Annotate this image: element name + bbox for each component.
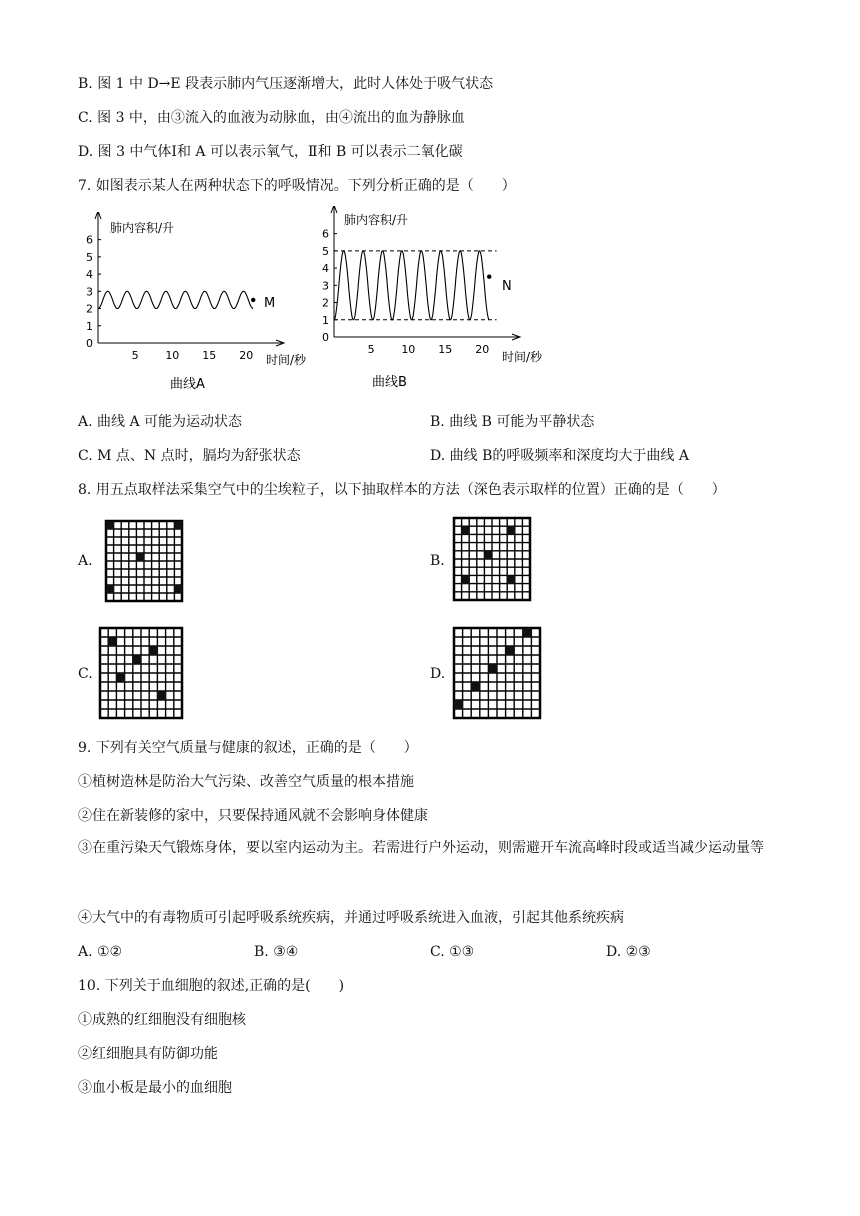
q8-grid-c-sample-cell-5 [149,646,158,655]
q8-grid-a-sample-cell-4 [106,585,114,593]
q8-grid-b [452,516,532,602]
chart-b-y-tick-0: 0 [322,331,329,344]
q8-stem: 8. 用五点取样法采集空气中的尘埃粒子，以下抽取样本的方法（深色表示取样的位置）正确的是（ ） [78,482,726,498]
chart-b-ylabel: 肺内容积/升 [344,213,409,227]
chart-a-y-tick-0: 0 [86,337,93,350]
chart-a-point-label: M [264,296,276,311]
q8-grid-d-sample-cell-4 [471,682,480,691]
q8-option-d-label: D. [430,666,446,682]
q8-grid-d-sample-cell-5 [454,700,463,709]
chart-b-x-tick-20: 20 [475,343,490,356]
q6-option-d: D. 图 3 中气体Ⅰ和 A 可以表示氧气，Ⅱ和 B 可以表示二氧化碳 [78,144,463,160]
chart-b-y-tick-6: 6 [322,227,329,241]
chart-a-x-tick-20: 20 [239,349,254,362]
q7-stem: 7. 如图表示某人在两种状态下的呼吸情况。下列分析正确的是（ ） [78,178,516,194]
q8-grid-d-sample-cell-1 [523,628,532,637]
q7-option-b: B. 曲线 B 可能为平静状态 [430,414,595,430]
chart-b-y-tick-4: 4 [322,262,329,276]
chart-a-point-marker [251,298,255,302]
q9-option-d: D. ②③ [606,944,651,960]
chart-b-y-tick-3: 3 [322,279,329,293]
q10-item-2: ②红细胞具有防御功能 [78,1046,218,1062]
chart-b-point-label: N [502,279,512,294]
q10-item-1: ①成熟的红细胞没有细胞核 [78,1012,246,1028]
chart-b-title: 曲线B [372,375,407,390]
chart-b-xlabel: 时间/秒 [502,350,543,364]
q7-option-c: C. M 点、N 点时，膈均为舒张状态 [78,448,301,464]
q8-grid-c-sample-cell-3 [116,673,125,682]
q9-stem: 9. 下列有关空气质量与健康的叙述，正确的是（ ） [78,740,418,756]
chart-a-x-tick-15: 15 [202,349,217,362]
q8-grid-c-sample-cell-4 [157,691,166,700]
q8-grid-b-sample-cell-1 [462,526,470,535]
chart-a-y-tick-2: 2 [86,302,93,316]
chart-b-y-tick-1: 1 [322,313,329,327]
chart-a-xlabel: 时间/秒 [266,353,307,367]
chart-a-y-tick-5: 5 [86,250,93,264]
q8-grid-a-sample-cell-1 [106,521,114,529]
chart-b-x-tick-15: 15 [438,343,453,356]
chart-a-x-tick-5: 5 [131,349,139,362]
q10-item-3: ③血小板是最小的血细胞 [78,1080,232,1096]
q7-option-d: D. 曲线 B的呼吸频率和深度均大于曲线 A [430,448,689,464]
q8-grid-c-sample-cell-2 [133,655,142,664]
chart-a-x-tick-10: 10 [165,349,180,362]
chart-a-y-tick-6: 6 [86,233,93,247]
q10-stem: 10. 下列关于血细胞的叙述,正确的是( ) [78,978,345,994]
chart-b-y-tick-5: 5 [322,244,329,258]
chart-a-y-tick-4: 4 [86,268,93,282]
q8-grid-d-sample-cell-3 [488,664,497,673]
chart-a-series-line [98,291,253,308]
q9-option-c: C. ①③ [430,944,475,960]
chart-b-x-tick-5: 5 [367,343,375,356]
q8-grid-c-sample-cell-1 [108,637,117,646]
chart-a-y-tick-3: 3 [86,285,93,299]
q7-option-a: A. 曲线 A 可能为运动状态 [78,414,243,430]
q8-option-a-label: A. [78,553,93,569]
chart-b-point-marker [487,274,491,278]
q8-option-c-label: C. [78,666,93,682]
chart-a-ylabel: 肺内容积/升 [110,221,175,235]
q8-grid-d-sample-cell-2 [506,646,515,655]
chart-curve-b [316,206,566,391]
q8-grid-a [104,519,184,603]
q8-grid-b-sample-cell-2 [507,526,515,535]
q6-option-c: C. 图 3 中，由③流入的血液为动脉血，由④流出的血为静脉血 [78,110,465,126]
q8-grid-b-sample-cell-3 [484,551,492,560]
q8-grid-c [98,626,184,720]
chart-curve-a [80,212,330,397]
q9-option-b: B. ③④ [254,944,299,960]
chart-b-series-line [334,251,489,320]
q9-item-2: ②住在新装修的家中，只要保持通风就不会影响身体健康 [78,808,428,824]
chart-b-y-tick-2: 2 [322,296,329,310]
q9-item-3: ③在重污染天气锻炼身体，要以室内运动为主。若需进行户外运动，则需避开车流高峰时段或适当减少运动量等 [78,840,764,856]
q8-grid-d [452,626,542,720]
q8-grid-a-sample-cell-3 [136,553,144,561]
q8-grid-a-sample-cell-5 [174,585,182,593]
q9-item-4: ④大气中的有毒物质可引起呼吸系统疾病，并通过呼吸系统进入血液，引起其他系统疾病 [78,910,624,926]
chart-b-x-tick-10: 10 [401,343,416,356]
q8-grid-a-sample-cell-2 [174,521,182,529]
q6-option-b: B. 图 1 中 D→E 段表示肺内气压逐渐增大，此时人体处于吸气状态 [78,76,494,92]
chart-a-y-tick-1: 1 [86,319,93,333]
q8-grid-b-sample-cell-4 [462,575,470,584]
q8-option-b-label: B. [430,553,445,569]
q9-item-1: ①植树造林是防治大气污染、改善空气质量的根本措施 [78,774,414,790]
q9-option-a: A. ①② [78,944,123,960]
chart-a-title: 曲线A [170,377,205,392]
q8-grid-b-sample-cell-5 [507,575,515,584]
